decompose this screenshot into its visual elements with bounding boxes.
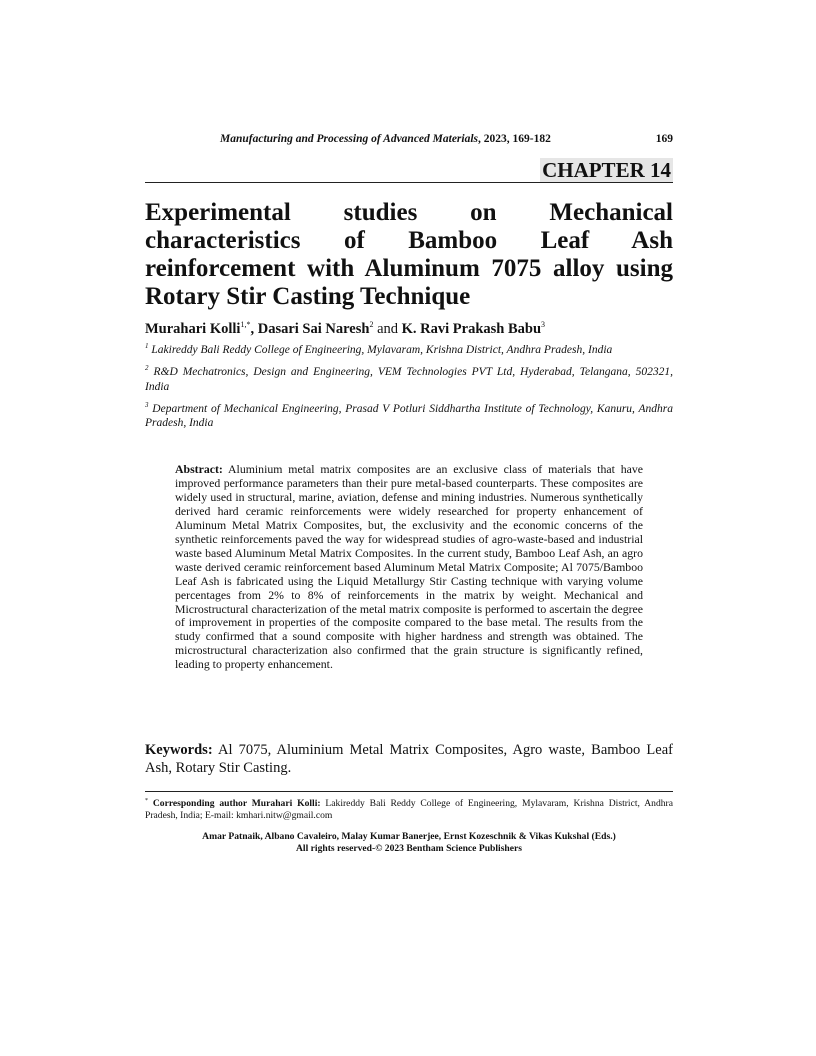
author-affil-marker: 2 bbox=[369, 320, 374, 329]
abstract-label: Abstract: bbox=[175, 462, 223, 476]
abstract bbox=[175, 463, 643, 672]
chapter-label: CHAPTER 14 bbox=[542, 158, 671, 182]
author-affil-marker: 3 bbox=[541, 320, 546, 329]
affiliation-item bbox=[145, 398, 673, 431]
rights-line: All rights reserved-© 2023 Bentham Science Publishers bbox=[295, 843, 523, 854]
keywords bbox=[145, 741, 673, 777]
author-name: Murahari Kolli bbox=[145, 320, 241, 337]
affiliation-list bbox=[145, 339, 673, 435]
journal-details: , 2023, 169-182 bbox=[478, 133, 551, 145]
abstract-text: Aluminium metal matrix composites are an exclusive class of materials that have improved performance parameters than their pure metal-based counterparts. These composites are widely used in structural, marine, aviation, defense and mining industries. Numerous synthetically derived hard ceramic reinforcements were widely researched for property enhancement of Aluminum Metal Matrix Composites, but, the exclusivity and the economic concerns of the synthetic reinforcements paved the way for widespread studies of agro-waste-based and industrial waste based Aluminum Metal Matrix Composites. In the current study, Bamboo Leaf Ash, an agro waste derived ceramic reinforcement based Aluminum Metal Matrix Composite; Al 7075/Bamboo Leaf Ash is fabricated using the Liquid Metallurgy Stir Casting technique with varying volume percentages from 2% to 8% of reinforcements in the matrix by weight. Mechanical and Microstructural characterization of the metal matrix composite is performed to ascertain the degree of improvement in properties of the composite compared to the base metal. The results from the study confirmed that a sound composite with higher hardness and strength was obtained. The microstructural characterization also confirmed that the grain structure is significantly refined, leading to property enhancement. bbox=[175, 462, 643, 672]
affiliation-item bbox=[145, 339, 673, 357]
editors-line: Amar Patnaik, Albano Cavaleiro, Malay Kumar Banerjee, Ernst Kozeschnik & Vikas Kukshal (Eds.) bbox=[202, 831, 616, 842]
header-rule bbox=[145, 182, 673, 183]
author-name: K. Ravi Prakash Babu bbox=[401, 320, 542, 337]
paper-title: Experimental studies on Mechanical characteristics of Bamboo Leaf Ash reinforcement with Aluminum 7075 alloy using Rotary Stir Casting Technique bbox=[145, 199, 673, 310]
affiliation-text: Lakireddy Bali Reddy College of Engineering, Mylavaram, Krishna District, Andhra Pradesh, India bbox=[151, 343, 613, 356]
running-head-journal bbox=[220, 133, 551, 145]
keywords-label: Keywords: bbox=[145, 742, 213, 758]
affiliation-number: 2 bbox=[145, 364, 149, 373]
affiliation-item bbox=[145, 361, 673, 394]
affiliation-text: Department of Mechanical Engineering, Prasad V Potluri Siddhartha Institute of Technology, Kanuru, Andhra Pradesh, India bbox=[145, 402, 673, 430]
footnote-text: Lakireddy Bali Reddy College of Engineering, Mylavaram, Krishna District, Andhra Pradesh, India; E-mail: kmhari.nitw@gmail.com bbox=[145, 798, 673, 822]
footnote-rule bbox=[145, 791, 673, 792]
corresponding-author-footnote bbox=[145, 795, 673, 822]
author-list bbox=[145, 316, 673, 338]
affiliation-number: 1 bbox=[145, 342, 149, 350]
footnote-marker: * bbox=[145, 798, 148, 804]
author-separator: , bbox=[250, 320, 258, 337]
author-affil-marker: 1,* bbox=[240, 320, 251, 329]
footnote-label: Corresponding author Murahari Kolli: bbox=[152, 798, 321, 810]
page-number: 169 bbox=[655, 133, 673, 145]
affiliation-number: 3 bbox=[145, 401, 149, 410]
author-name: Dasari Sai Naresh bbox=[257, 320, 370, 337]
keywords-text: Al 7075, Aluminium Metal Matrix Composites, Agro waste, Bamboo Leaf Ash, Rotary Stir Casting. bbox=[145, 742, 673, 776]
author-separator: and bbox=[373, 320, 402, 337]
journal-name: Manufacturing and Processing of Advanced Materials bbox=[220, 133, 479, 145]
affiliation-text: R&D Mechatronics, Design and Engineering, VEM Technologies PVT Ltd, Hyderabad, Telangana, 502321, India bbox=[145, 366, 673, 393]
editors-block bbox=[145, 831, 673, 855]
